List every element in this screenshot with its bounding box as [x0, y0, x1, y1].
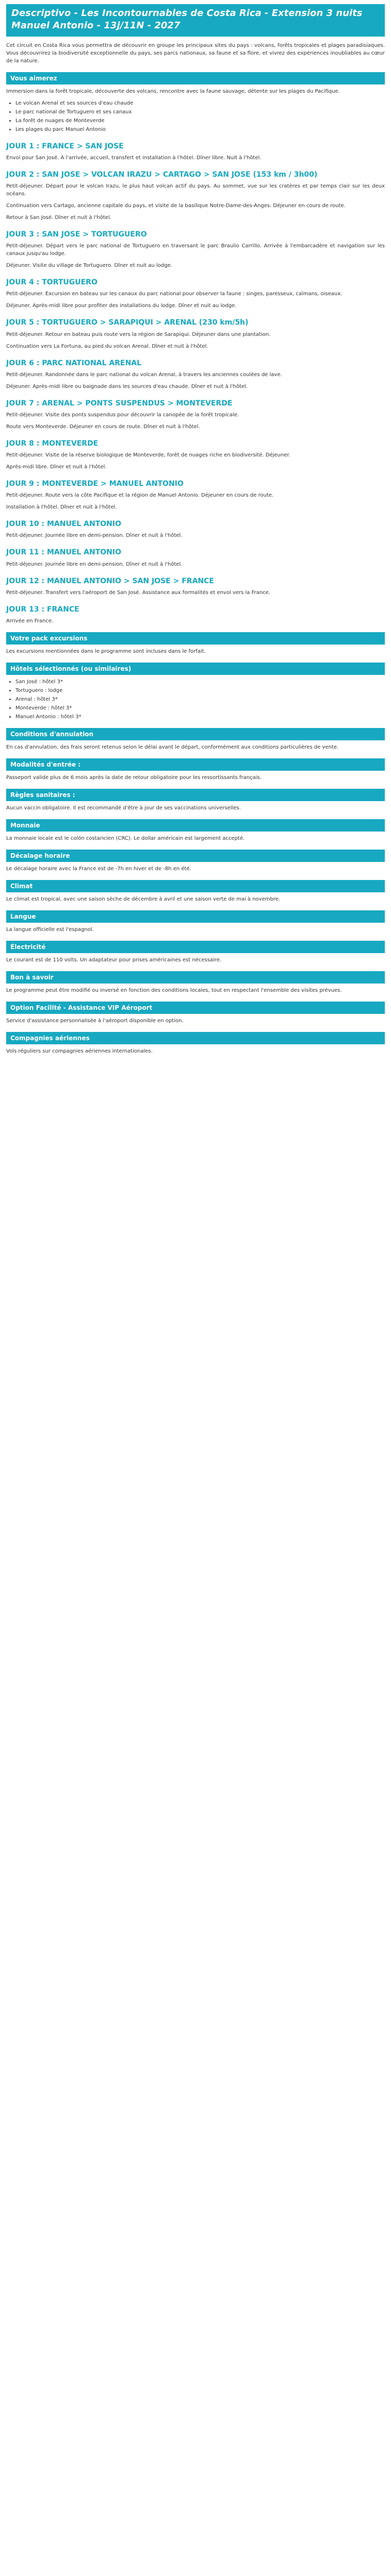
section-paragraph: Le courant est de 110 volts. Un adaptateur pour prises américaines est nécessaire. [6, 957, 222, 963]
section-langue [6, 910, 385, 934]
section-heading: Monnaie [6, 819, 385, 832]
section-heading: Climat [6, 880, 385, 892]
section-heading: JOUR 13 : FRANCE [6, 605, 79, 614]
section-paragraph: La monnaie locale est le colón costaricien (CRC). Le dollar américain est largement accepté. [6, 836, 245, 842]
section-heading: JOUR 10 : MANUEL ANTONIO [6, 520, 122, 529]
section-sanitaires [6, 789, 385, 812]
section-j1 [6, 142, 385, 162]
section-bon-a-savoir [6, 971, 385, 994]
list-item: • Tortuguero : lodge [15, 687, 385, 694]
section-heading: Modalités d'entrée : [6, 758, 385, 771]
section-paragraph: Petit-déjeuner. Route vers la côte Pacifique et la région de Manuel Antonio. Déjeuner en cours de route. [6, 493, 274, 499]
section-option [6, 1002, 385, 1025]
section-heading: Règles sanitaires : [6, 789, 385, 801]
section-paragraph: Continuation vers La Fortuna, au pied du volcan Arenal. Dîner et nuit à l'hôtel. [6, 343, 208, 349]
section-heading: Option Facilité - Assistance VIP Aéroport [6, 1002, 385, 1014]
section-heading: Hôtels sélectionnés (ou similaires) [6, 663, 385, 675]
section-hotels [6, 663, 385, 721]
section-heading: JOUR 3 : SAN JOSE > TORTUGUERO [6, 230, 147, 239]
section-paragraph: Passeport valide plus de 6 mois après la date de retour obligatoire pour les ressortissants français. [6, 775, 262, 781]
section-paragraph: Vols réguliers sur compagnies aériennes internationales. [6, 1048, 153, 1055]
section-paragraph: Petit-déjeuner. Visite des ponts suspendus pour découvrir la canopée de la forêt tropicale. [6, 412, 239, 418]
section-heading: Vous aimerez [6, 72, 385, 84]
section-paragraph: Les excursions mentionnées dans le programme sont incluses dans le forfait. [6, 649, 206, 655]
section-j8 [6, 439, 385, 471]
list-item: • Manuel Antonio : hôtel 3* [15, 713, 385, 721]
section-paragraph: Déjeuner. Après-midi libre ou baignade dans les sources d'eau chaude. Dîner et nuit à l'hôtel. [6, 383, 248, 389]
section-heading: JOUR 6 : PARC NATIONAL ARENAL [6, 359, 142, 367]
section-heading: Électricité [6, 941, 385, 953]
section-heading: JOUR 12 : MANUEL ANTONIO > SAN JOSE > FRANCE [6, 577, 214, 585]
section-j7 [6, 399, 385, 431]
section-paragraph: Le programme peut être modifié ou inversé en fonction des conditions locales, tout en respectant l'ensemble des visites prévues. [6, 988, 342, 994]
section-paragraph: Petit-déjeuner. Visite de la réserve biologique de Monteverde, forêt de nuages riche en biodiversité. Déjeuner. [6, 452, 290, 459]
section-j2 [6, 170, 385, 222]
section-j5 [6, 318, 385, 350]
section-heading: JOUR 8 : MONTEVERDE [6, 439, 99, 448]
section-paragraph: Continuation vers Cartago, ancienne capitale du pays, et visite de la basilique Notre-Dame-des-Anges. Déjeuner en cours de route. [6, 202, 346, 209]
section-paragraph: La langue officielle est l'espagnol. [6, 927, 94, 933]
list-item: • Arenal : hôtel 3* [15, 696, 385, 703]
section-heading: Langue [6, 910, 385, 923]
list-item: • Monteverde : hôtel 3* [15, 704, 385, 712]
section-electricite [6, 941, 385, 964]
section-j9 [6, 479, 385, 511]
section-monnaie [6, 819, 385, 842]
section-paragraph: Après-midi libre. Dîner et nuit à l'hôtel. [6, 464, 107, 470]
section-heading: Compagnies aériennes [6, 1032, 385, 1044]
list-item: • Les plages du parc Manuel Antonio [15, 126, 385, 133]
section-paragraph: Déjeuner. Visite du village de Tortuguero. Dîner et nuit au lodge. [6, 263, 172, 269]
section-paragraph: Petit-déjeuner. Journée libre en demi-pension. Dîner et nuit à l'hôtel. [6, 533, 183, 539]
section-j13 [6, 605, 385, 625]
section-paragraph: Le climat est tropical, avec une saison sèche de décembre à avril et une saison verte de mai à novembre. [6, 896, 281, 903]
section-j10 [6, 519, 385, 539]
section-paragraph: Petit-déjeuner. Journée libre en demi-pension. Dîner et nuit à l'hôtel. [6, 561, 183, 567]
section-decalage [6, 850, 385, 873]
section-j6 [6, 359, 385, 391]
section-j12 [6, 577, 385, 597]
section-paragraph: Route vers Monteverde. Déjeuner en cours de route. Dîner et nuit à l'hôtel. [6, 423, 200, 430]
list-item: • Le volcan Arenal et ses sources d'eau chaude [15, 99, 385, 107]
section-paragraph: Arrivée en France. [6, 618, 54, 624]
section-paragraph: Petit-déjeuner. Randonnée dans le parc national du volcan Arenal, à travers les anciennes coulées de lave. [6, 371, 282, 378]
section-heading: JOUR 2 : SAN JOSE > VOLCAN IRAZU > CARTAGO > SAN JOSE (153 km / 3h00) [6, 170, 318, 179]
section-compagnies [6, 1032, 385, 1055]
section-paragraph: En cas d'annulation, des frais seront retenus selon le délai avant le départ, conformément aux conditions particulières de vente. [6, 744, 339, 751]
section-paragraph: Service d'assistance personnalisée à l'aéroport disponible en option. [6, 1018, 184, 1024]
section-climat [6, 880, 385, 903]
section-paragraph: Envol pour San José. À l'arrivée, accueil, transfert et installation à l'hôtel. Dîner libre. Nuit à l'hôtel. [6, 155, 262, 161]
section-paragraph: Immersion dans la forêt tropicale, découverte des volcans, rencontre avec la faune sauvage, détente sur les plages du Pacifique. [6, 88, 340, 94]
section-heading: JOUR 1 : FRANCE > SAN JOSE [6, 142, 124, 150]
section-heading: Votre pack excursions [6, 632, 385, 645]
document-title: Descriptivo - Les Incontournables de Costa Rica - Extension 3 nuits Manuel Antonio - 13j/11N - 2027 [11, 8, 363, 31]
document-body [0, 42, 391, 1071]
section-list [6, 99, 385, 133]
section-paragraph: Retour à San José. Dîner et nuit à l'hôtel. [6, 214, 111, 221]
section-vous-aimerez [6, 72, 385, 133]
section-list [6, 678, 385, 721]
section-heading: JOUR 11 : MANUEL ANTONIO [6, 548, 122, 557]
section-heading: JOUR 4 : TORTUGUERO [6, 278, 97, 287]
section-paragraph: Petit-déjeuner. Retour en bateau puis route vers la région de Sarapiqui. Déjeuner dans une plantation. [6, 331, 271, 337]
section-paragraph: Petit-déjeuner. Départ pour le volcan Irazu, le plus haut volcan actif du pays. Au sommet, vue sur les cratères et par temps clair sur les deux océans. [6, 183, 385, 197]
list-item: • Le parc national de Tortuguero et ses canaux [15, 108, 385, 116]
document-header [6, 4, 385, 37]
section-heading: Bon à savoir [6, 971, 385, 984]
section-j11 [6, 548, 385, 568]
section-modalites [6, 758, 385, 782]
section-paragraph: Déjeuner. Après-midi libre pour profiter des installations du lodge. Dîner et nuit au lodge. [6, 303, 237, 309]
section-heading: Décalage horaire [6, 850, 385, 862]
list-item: • San José : hôtel 3* [15, 678, 385, 686]
section-j4 [6, 278, 385, 310]
section-votre-pack [6, 632, 385, 655]
section-j3 [6, 230, 385, 269]
section-conditions [6, 728, 385, 751]
section-heading: JOUR 7 : ARENAL > PONTS SUSPENDUS > MONTEVERDE [6, 399, 233, 408]
sections-container [6, 72, 385, 1055]
section-heading: JOUR 5 : TORTUGUERO > SARAPIQUI > ARENAL (230 km/5h) [6, 318, 249, 327]
list-item: • La forêt de nuages de Monteverde [15, 117, 385, 125]
section-paragraph: Aucun vaccin obligatoire. Il est recommandé d'être à jour de ses vaccinations universelles. [6, 805, 241, 811]
intro-paragraph: Cet circuit en Costa Rica vous permettra de découvrir en groupe les principaux sites du pays : volcans, forêts tropicales et plages paradisiaques. Vous découvrirez la biodiversité exceptionnelle du pays, ses parcs nationaux, sa faune et sa flore, et vivrez des expériences inoubliables au cœur de la nature. [6, 42, 385, 64]
section-paragraph: Petit-déjeuner. Transfert vers l'aéroport de San José. Assistance aux formalités et envol vers la France. [6, 589, 271, 596]
section-paragraph: Petit-déjeuner. Excursion en bateau sur les canaux du parc national pour observer la faune : singes, paresseux, caïmans, oiseaux. [6, 291, 343, 297]
section-paragraph: Le décalage horaire avec la France est de -7h en hiver et de -8h en été. [6, 866, 191, 872]
section-paragraph: Installation à l'hôtel. Dîner et nuit à l'hôtel. [6, 504, 117, 511]
section-heading: Conditions d'annulation [6, 728, 385, 740]
section-paragraph: Petit-déjeuner. Départ vers le parc national de Tortuguero en traversant le parc Braulio Carrillo. Arrivée à l'embarcadère et navigation sur les canaux jusqu'au lodge. [6, 243, 385, 257]
section-heading: JOUR 9 : MONTEVERDE > MANUEL ANTONIO [6, 480, 184, 488]
